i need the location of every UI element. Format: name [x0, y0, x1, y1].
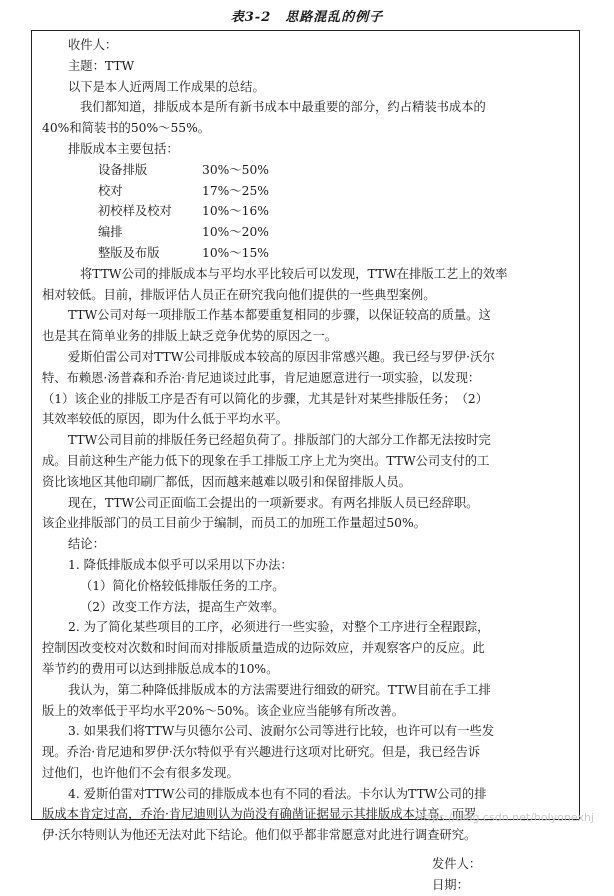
paragraph-efficiency — [42, 264, 567, 306]
text-line: 相对较低。目前，排版评估人员正在研究我向他们提供的一些典型案例。 — [42, 287, 436, 302]
text-line: 40%和简装书的50%～55%。 — [42, 121, 211, 136]
text-line: 3. 如果我们将TTW与贝德尔公司、波耐尔公司等进行比较，也许可以有一些发 — [68, 724, 495, 739]
cost-range: 10%～20% — [202, 225, 269, 240]
paragraph-union — [42, 493, 567, 535]
cost-row — [42, 160, 567, 181]
paragraph-cost-share — [42, 97, 567, 139]
paragraph-experiment — [42, 347, 567, 430]
table-caption: 表3-2 思路混乱的例子 — [230, 10, 384, 25]
memo-frame — [31, 30, 580, 892]
cost-range: 10%～15% — [202, 245, 269, 260]
cost-range: 10%～16% — [202, 204, 269, 219]
text-line: 特、布赖恩·汤普森和乔治·肯尼迪谈过此事，肯尼迪愿意进行一项实验，以发现： — [42, 370, 481, 385]
date-line: 日期： — [432, 877, 469, 892]
text-line: 成。目前这种生产能力低下的现象在手工排版工序上尤为突出。TTW公司支付的工 — [42, 453, 490, 468]
text-line: 爱斯伯雷公司对TTW公司排版成本较高的原因非常感兴趣。我已经与罗伊·沃尔 — [68, 349, 495, 364]
cost-row — [42, 181, 567, 202]
cost-range: 17%～25% — [202, 183, 269, 198]
text-line: 版上的效率低于平均水平20%～50%。该企业应当能够有所改善。 — [42, 703, 405, 718]
text-line: （1）该企业的排版工序是否有可以简化的步骤，尤其是针对某些排版任务； （2） — [42, 391, 489, 406]
conclusion-2-followup — [42, 680, 567, 722]
text-line: 我认为，第二种降低排版成本的方法需要进行细致的研究。TTW目前在手工排 — [68, 682, 491, 697]
subject-line: 主题：TTW — [68, 58, 135, 73]
cost-row — [42, 201, 567, 222]
cost-heading: 排版成本主要包括： — [68, 141, 179, 156]
text-line: 2. 为了简化某些项目的工序，必须进行一些实验，对整个工序进行全程跟踪， — [68, 620, 490, 635]
text-line: 控制因改变校对次数和时间而对排版质量造成的边际效应，并观察客户的反应。此 — [42, 641, 485, 656]
recipient-line: 收件人： — [68, 38, 118, 52]
text-line: 将TTW公司的排版成本与平均水平比较后可以发现，TTW在排版工艺上的效率 — [80, 266, 508, 281]
conclusion-3 — [42, 721, 567, 783]
text-line: 举节约的费用可以达到排版总成本的10%。 — [42, 661, 279, 676]
text-line: 其效率较低的原因，即为什么低于平均水平。 — [42, 412, 288, 427]
text-line: 也是其在简单业务的排版上缺乏竞争优势的原因之一。 — [42, 329, 338, 344]
cost-item: 初校样及校对 — [98, 204, 172, 219]
watermark: https://blog.csdn.net/holyonexhj — [416, 811, 594, 824]
text-line: 现。乔治·肯尼迪和罗伊·沃尔特似乎有兴趣进行这项对比研究。但是，我已经告诉 — [42, 745, 481, 760]
spacer — [42, 846, 567, 854]
text-line: 过他们，也许他们不会有很多发现。 — [42, 765, 239, 780]
conclusion-2 — [42, 617, 567, 679]
paragraph-overload — [42, 430, 567, 492]
cost-list — [42, 160, 567, 264]
intro-line: 以下是本人近两周工作成果的总结。 — [68, 79, 265, 94]
cost-range: 30%～50% — [202, 162, 269, 177]
text-line: 4. 爱斯伯雷对TTW公司的排版成本也有不同的看法。卡尔认为TTW公司的排 — [68, 786, 487, 801]
cost-item: 设备排版 — [98, 162, 148, 177]
text-line: 版成本肯定过高，乔治·肯尼迪则认为尚没有确凿证据显示其排版成本过高，而罗 — [42, 807, 477, 822]
text-line: 伊·沃尔特则认为他还无法对此下结论。他们似乎都非常愿意对此进行调查研究。 — [42, 828, 477, 843]
conclusion-1-item: （2）改变工作方法，提高生产效率。 — [80, 599, 285, 614]
paragraph-quality — [42, 305, 567, 347]
cost-row — [42, 222, 567, 243]
conclusion-heading: 结论： — [68, 537, 105, 552]
text-line: TTW公司目前的排版任务已经超负荷了。排版部门的大部分工作都无法按时完 — [68, 433, 491, 448]
text-line: 现在，TTW公司正面临工会提出的一项新要求。有两名排版人员已经辞职。 — [68, 495, 479, 510]
cost-item: 编排 — [98, 225, 123, 240]
cost-row — [42, 243, 567, 264]
cost-item: 校对 — [98, 183, 123, 198]
text-line: 我们都知道，排版成本是所有新书成本中最重要的部分，约占精装书成本的 — [80, 100, 486, 115]
conclusion-1: 1. 降低排版成本似乎可以采用以下办法： — [68, 557, 293, 572]
sender-line: 发件人： — [432, 857, 482, 872]
cost-item: 整版及布版 — [98, 245, 160, 260]
conclusion-1-item: （1）简化价格较低排版任务的工序。 — [80, 578, 285, 593]
text-line: 该企业排版部门的员工目前少于编制，而员工的加班工作量超过50%。 — [42, 516, 426, 531]
text-line: 资比该地区其他印刷厂都低，因而越来越难以吸引和保留排版人员。 — [42, 474, 411, 489]
text-line: TTW公司对每一项排版工作基本都要重复相同的步骤，以保证较高的质量。这 — [68, 308, 491, 323]
